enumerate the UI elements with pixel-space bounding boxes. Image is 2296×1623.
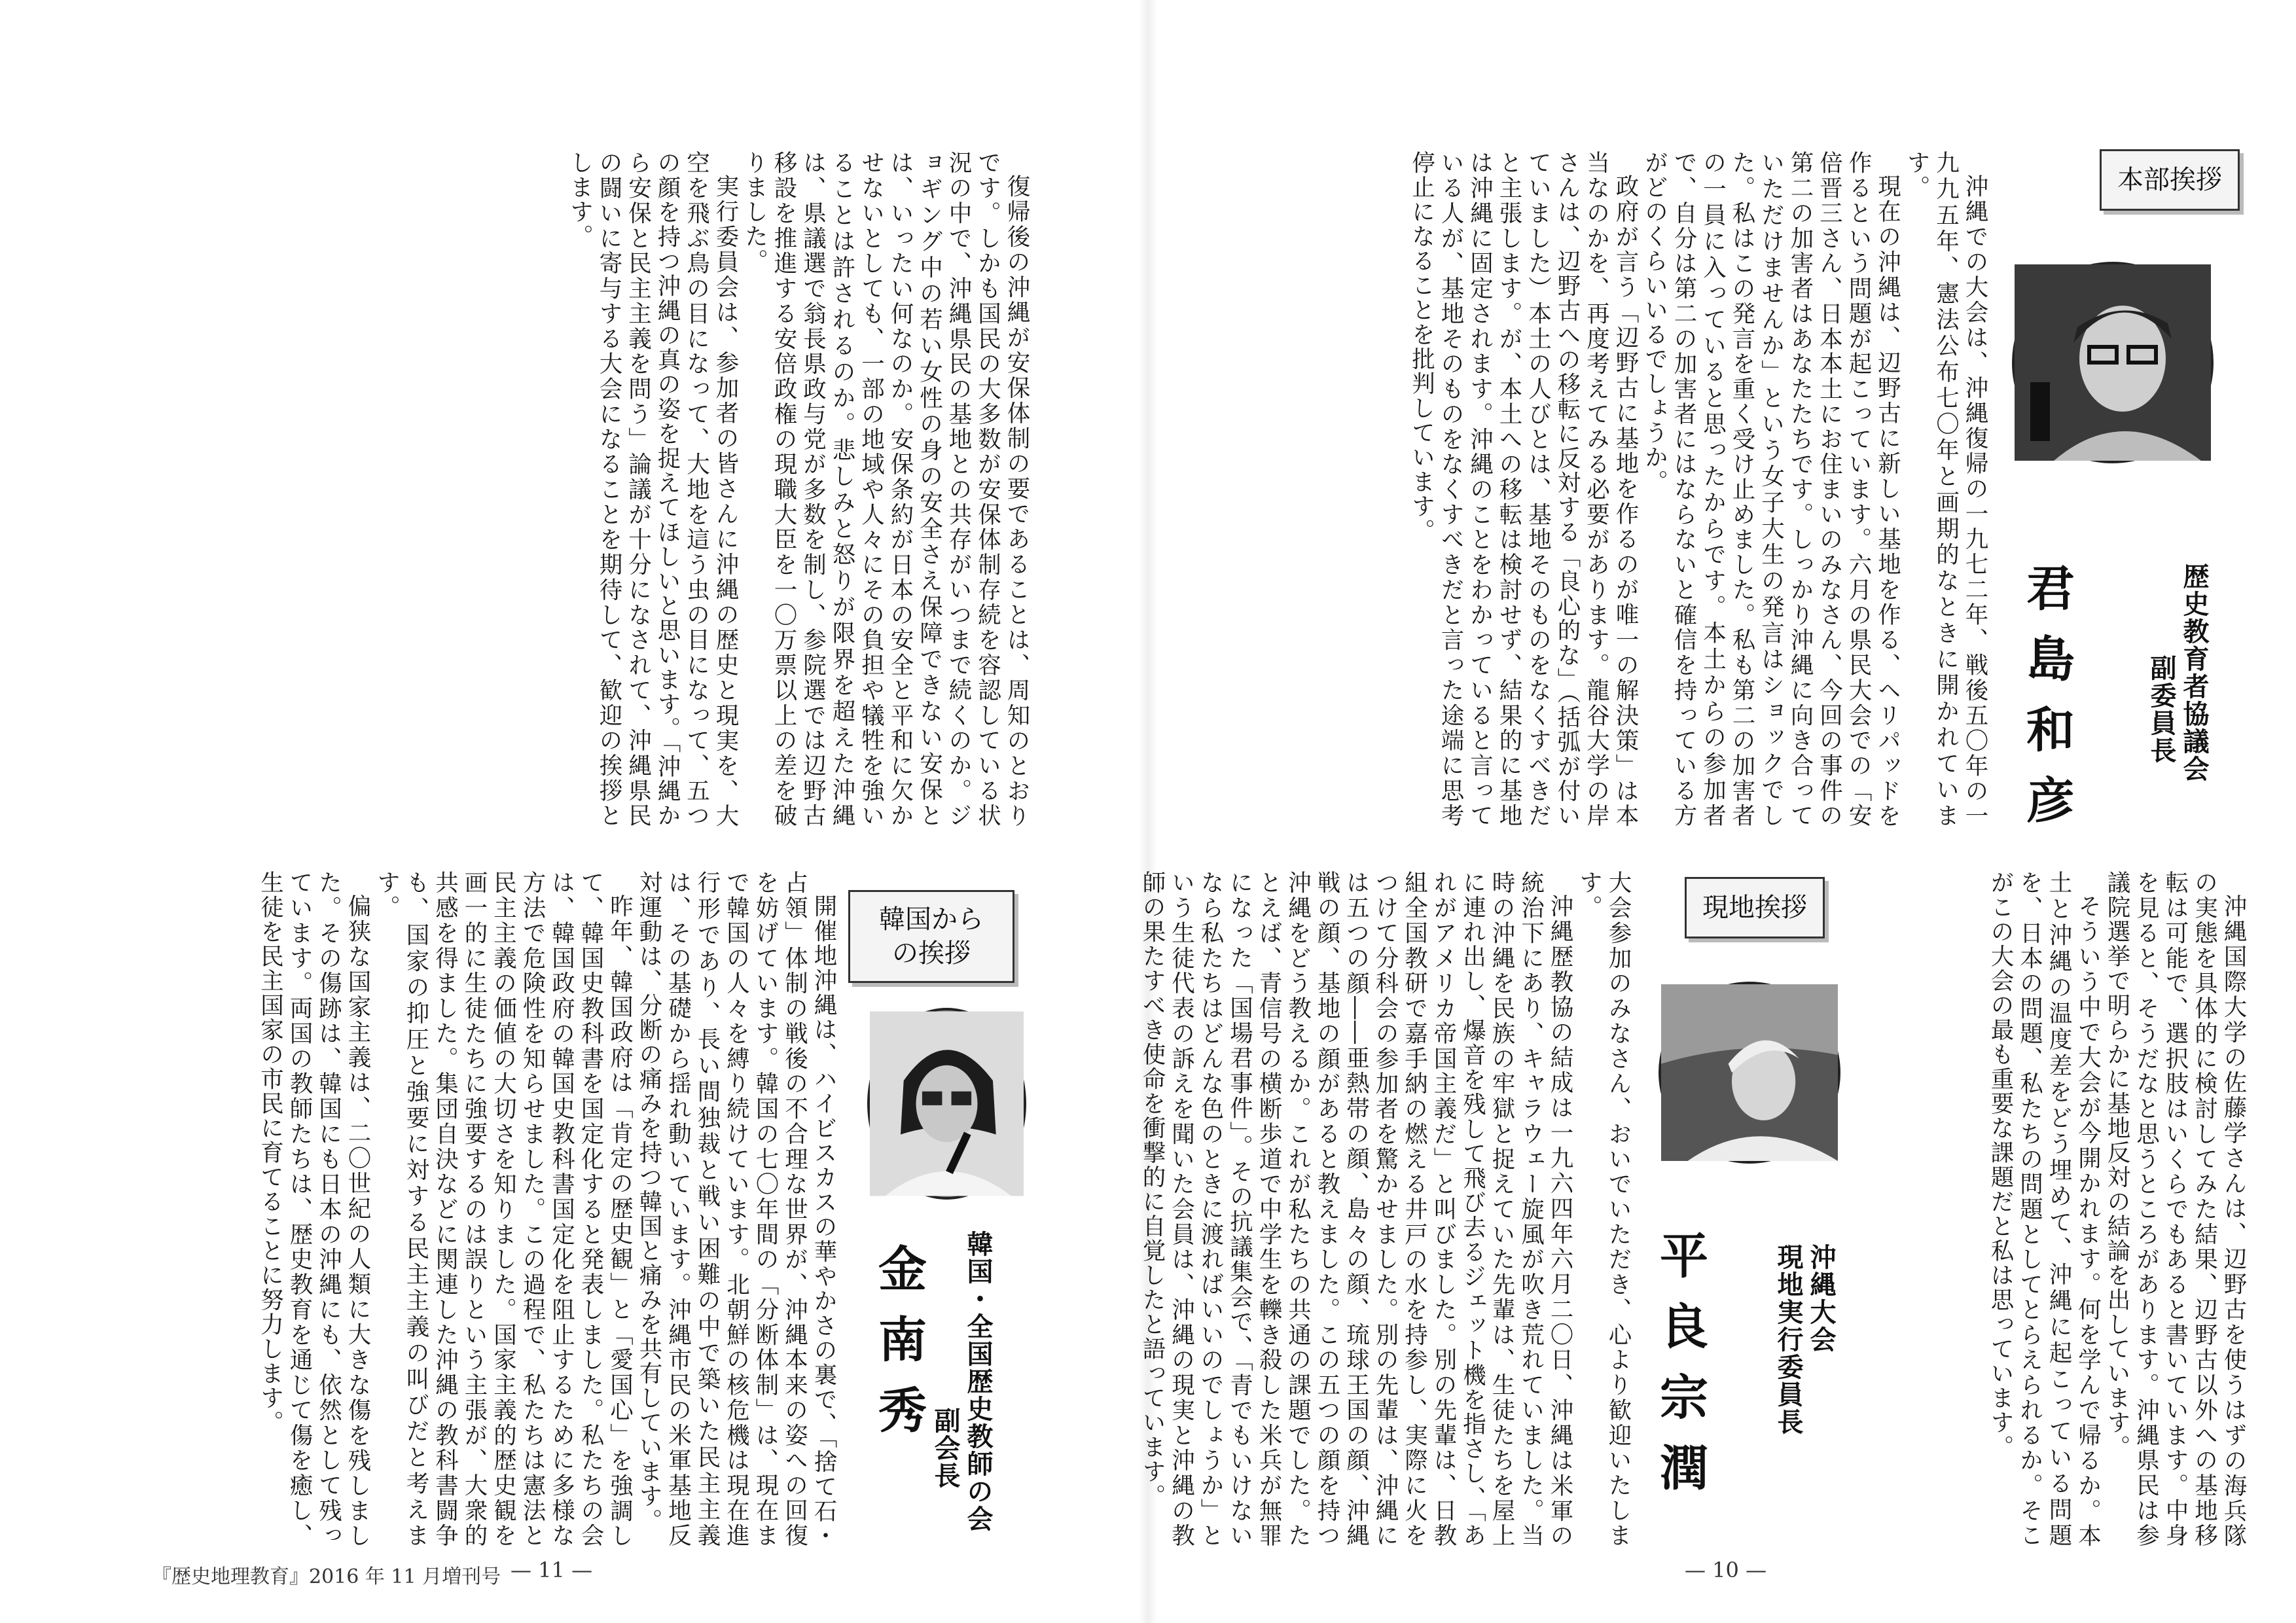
kankoku-p3: 偏狭な国家主義は、二〇世紀の人類に大きな傷を残しました。その傷跡は、韓国にも日本の沖縄にも、依然として残っています。両国の教師たちは、歴史教育を通じて傷を癒し、生徒を民主国家の市民に育てることに努力します。 [257,870,371,1548]
kankoku-p1: 開催地沖縄は、ハイビスカスの華やかさの裏で、「捨て石・占領」体制の戦後の不合理な世界が、沖縄本来の姿への回復を妨げています。韓国の七〇年間の「分断体制」は、現在まで韓国の人々を縛り続けています。北朝鮮の核危機は現在進行形であり、長い間独裁と戦い困難の中で築いた民主主義は、その基礎から揺れ動いています。沖縄市民の米軍基地反対運動は、分断の痛みを持つ韓国と痛みを共有しています。 [636,870,837,1548]
genchi-p3: 復帰後の沖縄が安保体制の要であることは、周知のとおりです。しかも国民の大多数が安保体制存続を容認している状況の中で、沖縄県民の基地との共存がいつまで続くのか。ジョギング中の若い女性の身の安全さえ保障できない安保とは、いったい何なのか。安保条約が日本の安全と平和に欠かせないとしても、一部の地域や人々にその負担や犠牲を強いることは許されるのか。悲しみと怒りが限界を超えた沖縄は、県議選で翁長県政与党が多数を制し、参院選では辺野古移設を推進する安倍政権の現職大臣を一〇万票以上の差を破りました。 [741,151,1030,828]
photo-kimijima [2012,262,2214,463]
page-number-10: — 10 — [1685,1558,1767,1582]
honbu-body-top [1282,151,1989,828]
genchi-p1: 大会参加のみなさん、おいでいただき、心より歓迎いたします。 [1575,870,1632,1548]
honbu-p1: 沖縄での大会は、沖縄復帰の一九七二年、戦後五〇年の一九九五年、憲法公布七〇年と画期的なときに開かれています。 [1903,151,1988,828]
genchi-name-wrap [1645,1230,1715,1531]
kankoku-role-wrap [929,1407,961,1538]
kankoku-p2: 昨年、韓国政府は「肯定の歴史観」と「愛国心」を強調して、韓国史教科書を国定化すると発表しました。私たちの会は、韓国政府の韓国史教科書国定化を阻止するために多様な方法で危険性を知らせました。この過程で、私たちは憲法と民主主義の価値の大切さを知りました。国家主義的歴史観を画一的に生徒たちに強要するのは誤りという主張が、大衆的共感を得ました。集団自決などに関連した沖縄の教科書闘争も、国家の抑圧と強要に対する民主主義の叫びだと考えます。 [373,870,634,1548]
page-number-11: — 11 — [511,1558,593,1582]
kankoku-title [962,1230,994,1544]
section-heading-kankoku [848,890,1014,983]
honbu-title [2178,563,2210,890]
honbu-p5: そういう中で大会が今開かれます。何を学んで帰るか。本土と沖縄の温度差をどう埋めて、沖縄に起こっている問題を、日本の問題、私たちの問題としてとらえられるか。そこがこの大会の最も重要な課題だと私は思っています。 [1987,870,2102,1548]
genchi-name: 平良宗潤 [1652,1230,1708,1513]
genchi-p4: 実行委員会は、参加者の皆さんに沖縄の歴史と現実を、大空を飛ぶ鳥の目になって、大地を這う虫の目になって、五つの顔を持つ沖縄の真の姿を捉えてほしいと思います。「沖縄から安保と民主主義を問う」論議が十分になされて、沖縄県民の闘いに寄与する大会になることを期待して、歓迎の挨拶とします。 [566,151,739,828]
kankoku-name: 金南秀 [870,1243,927,1455]
honbu-org: 歴史教育者協議会 [2179,563,2209,783]
honbu-role-wrap [2145,654,2177,851]
honbu-body-bottom [1868,870,2248,1548]
honbu-name: 君島和彦 [2018,563,2075,846]
kankoku-body [157,870,838,1548]
genchi-body-right-page [1139,870,1632,1548]
kankoku-heading: 韓国からの挨拶 [879,904,984,969]
genchi-role-wrap [1772,1243,1804,1505]
genchi-role: 現地実行委員長 [1773,1243,1803,1436]
honbu-heading: 本部挨拶 [2117,165,2222,195]
genchi-title [1805,1243,1837,1440]
honbu-p4: 沖縄国際大学の佐藤学さんは、辺野古を使うはずの海兵隊の実態を具体的に検討してみた結果、辺野古以外への基地移転は可能で、選択肢はいくらでもあると書いています。中身を見ると、そうだなと思うところがあります。沖縄県民は参議院選挙で明らかに基地反対の結論を出しています。 [2104,870,2247,1548]
kankoku-org: 韓国・全国歴史教師の会 [963,1230,993,1533]
genchi-p2: 沖縄歴教協の結成は一九六四年六月二〇日、沖縄は米軍の統治下にあり、キャラウェー旋風が吹き荒れていました。当時の沖縄を民族の牢獄と捉えていた先輩は、生徒たちを屋上に連れ出し、爆音を残して飛び去るジェット機を指さし、「あれがアメリカ帝国主義だ」と叫びました。別の先輩は、日教組全国教研で嘉手納の燃える井戸の水を持参し、実際に火をつけて分科会の参加者を驚かせました。別の先輩は、沖縄には五つの顔――亜熱帯の顔、島々の顔、琉球王国の顔、沖縄戦の顔、基地の顔があると教えました。この五つの顔を持つ沖縄をどう教えるか。これが私たちの共通の課題でした。たとえば、青信号の横断歩道で中学生を轢き殺した米兵が無罪になった「国場君事件」。その抗議集会で、「青でもいけないなら私たちはどんな色のときに渡ればいいのでしょうか」という生徒代表の訴えを聞いた会員は、沖縄の現実と沖縄の教師の果たすべき使命を衝撃的に自覚したと語っています。 [1139,870,1573,1548]
page-10 [1139,0,2296,1623]
honbu-p3: 政府が言う「辺野古に基地を作るのが唯一の解決策」は本当なのかを、再度考えてみる必要があります。龍谷大学の岸さんは、辺野古への移転に反対する「良心的な」（括弧が付いていました）本土の人びとは、基地そのものをなくすべきだと主張します。が、本土への移転は検討せず、結果的に基地は沖縄に固定されます。沖縄のことをわかっていると言っている人が、基地そのものをなくすべきだと言った途端に思考停止になることを批判しています。 [1408,151,1639,828]
genchi-org: 沖縄大会 [1806,1243,1836,1353]
honbu-role: 副委員長 [2146,654,2176,764]
section-heading-genchi [1685,877,1825,938]
honbu-p2: 現在の沖縄は、辺野古に新しい基地を作る、ヘリパッドを作るという問題が起こっています。六月の県民大会での「安倍晋三さん、日本本土にお住まいのみなさん、今回の事件の第二の加害者はあなたたちです。しっかり沖縄に向き合っていただけませんか」という女子大生の発言はショックでした。私はこの発言を重く受け止めました。私も第二の加害者の一員に入っていると思ったからです。本土からの参加者で、自分は第二の加害者にはならないと確信を持っている方がどのくらいいるでしょうか。 [1641,151,1901,828]
kankoku-name-wrap [864,1243,933,1525]
section-heading-honbu [2100,149,2240,211]
photo-taira [1659,982,1840,1164]
honbu-name-wrap [2012,563,2081,864]
genchi-body-left-page [167,151,1031,828]
journal-footer: 『歴史地理教育』2016 年 11 月増刊号 [152,1565,501,1588]
photo-kim [867,1008,1026,1200]
genchi-heading: 現地挨拶 [1702,893,1807,923]
kankoku-role: 副会長 [930,1407,960,1489]
